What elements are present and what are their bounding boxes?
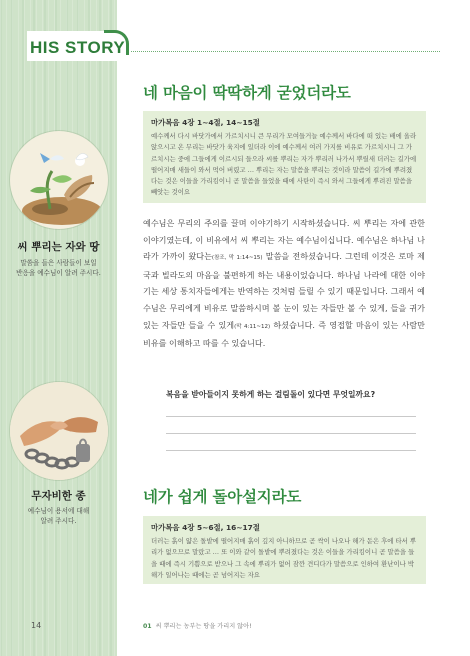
bible-reference-1: (참조, 막 1:14~15) [211, 255, 263, 262]
chapter-title: 씨 뿌리는 농부는 땅을 가리지 않아! [155, 623, 252, 630]
sower-illustration [10, 131, 108, 229]
sidebar-caption-servant-1: 예수님이 용서에 대해 [27, 507, 90, 515]
sidebar-caption-sower-2: 반응을 예수님이 알려 주시다. [16, 269, 101, 277]
unmerciful-servant-illustration [10, 382, 108, 480]
sidebar-caption-servant-2: 알려 주시다. [40, 517, 77, 525]
running-footer [143, 621, 252, 630]
header-dotted-rule [131, 51, 440, 52]
body-text-part-1: 예수님은 무리의 주의를 끌며 이야기하기 시작하셨습니다. 씨 뿌리는 자에 관한 이야기였는데, 이 비유에서 씨 뿌리는 자는 예수님이십니다. 예수님은 하나님 나라가 가까이 왔다는 [143, 218, 425, 262]
sidebar-caption-sower-1: 말씀을 들은 사람들이 보일 [20, 259, 97, 267]
section-label: HIS STORY [30, 38, 126, 57]
body-text-part-3: 하셨습니다. 즉 영접할 마음이 있는 사람만 비유를 이해하고 따를 수 있습니다. [143, 319, 425, 349]
chapter-number: 01 [143, 623, 152, 630]
scripture-box-1 [143, 111, 426, 203]
scripture-box-2 [143, 516, 426, 584]
reflection-question: 복음을 받아들이지 못하게 하는 걸림돌이 있다면 무엇일까요? [166, 390, 376, 399]
body-paragraph [143, 215, 425, 352]
answer-line-3[interactable] [166, 450, 416, 451]
scripture-text-2: 더러는 흙이 얇은 돌밭에 떨어지매 흙이 깊지 아니하므로 곧 싹이 나오나 해가 돋은 후에 타서 뿌리가 없으므로 말랐고 … 또 이와 같이 돌밭에 뿌려졌다는 것은 이들을 가리킴이니 곧 말씀을 들을 때에 즉시 기쁨으로 받으나 그 속에 뿌리가 없어 잠깐 견디다가 말씀으로 인하여 환난이나 박해가 일어나는 때에는 곧 넘어지는 자요 [151, 537, 417, 579]
scripture-reference-1: 마가복음 4장 1~4절, 14~15절 [151, 118, 260, 127]
page-number: 14 [31, 621, 42, 630]
sidebar-heading-sower: 씨 뿌리는 자와 땅 [17, 241, 100, 253]
sidebar-panel [0, 0, 117, 656]
body-text-part-2: 말씀을 전하셨습니다. 그런데 이것은 로마 제국과 빌라도의 마음을 불편하게 하는 내용이었습니다. 하나님 나라에 대한 이야기는 세상 통치자들에게는 반역하는 것처럼 들릴 수 있기 때문입니다. 그래서 예수님은 무리에게 비유로 말씀하시며 볼 눈이 있는 자들만 볼 수 있게, 들을 귀가 있는 자들만 들을 수 있게 [143, 251, 425, 330]
answer-line-2[interactable] [166, 433, 416, 434]
section-title-1: 네 마음이 딱딱하게 굳었더라도 [143, 84, 351, 102]
scripture-reference-2: 마가복음 4장 5~6절, 16~17절 [151, 523, 260, 532]
answer-line-1[interactable] [166, 416, 416, 417]
scripture-text-1: 예수께서 다시 바닷가에서 가르치시니 큰 무리가 모여들거늘 예수께서 바다에 떠 있는 배에 올라앉으시고 온 무리는 바닷가 육지에 있더라 이에 예수께서 여러 가지를 비유로 가르치시니 그 가르치시는 중에 그들에게 이르시되 들으라 씨를 뿌리는 자가 뿌리러 나가서 뿌릴새 더러는 길가에 떨어지매 새들이 와서 먹어 버렸고 … 뿌리는 자는 말씀을 뿌리는 것이라 말씀이 길가에 뿌려졌다는 것은 이들을 가리킴이니 곧 말씀을 들었을 때에 사탄이 즉시 와서 그들에게 뿌려진 말씀을 빼앗는 것이요 [151, 132, 417, 197]
section-title-2: 네가 쉽게 돌아설지라도 [143, 488, 302, 506]
bible-reference-2: (막 4:11~12) [234, 323, 271, 330]
sidebar-heading-servant: 무자비한 종 [31, 490, 86, 502]
